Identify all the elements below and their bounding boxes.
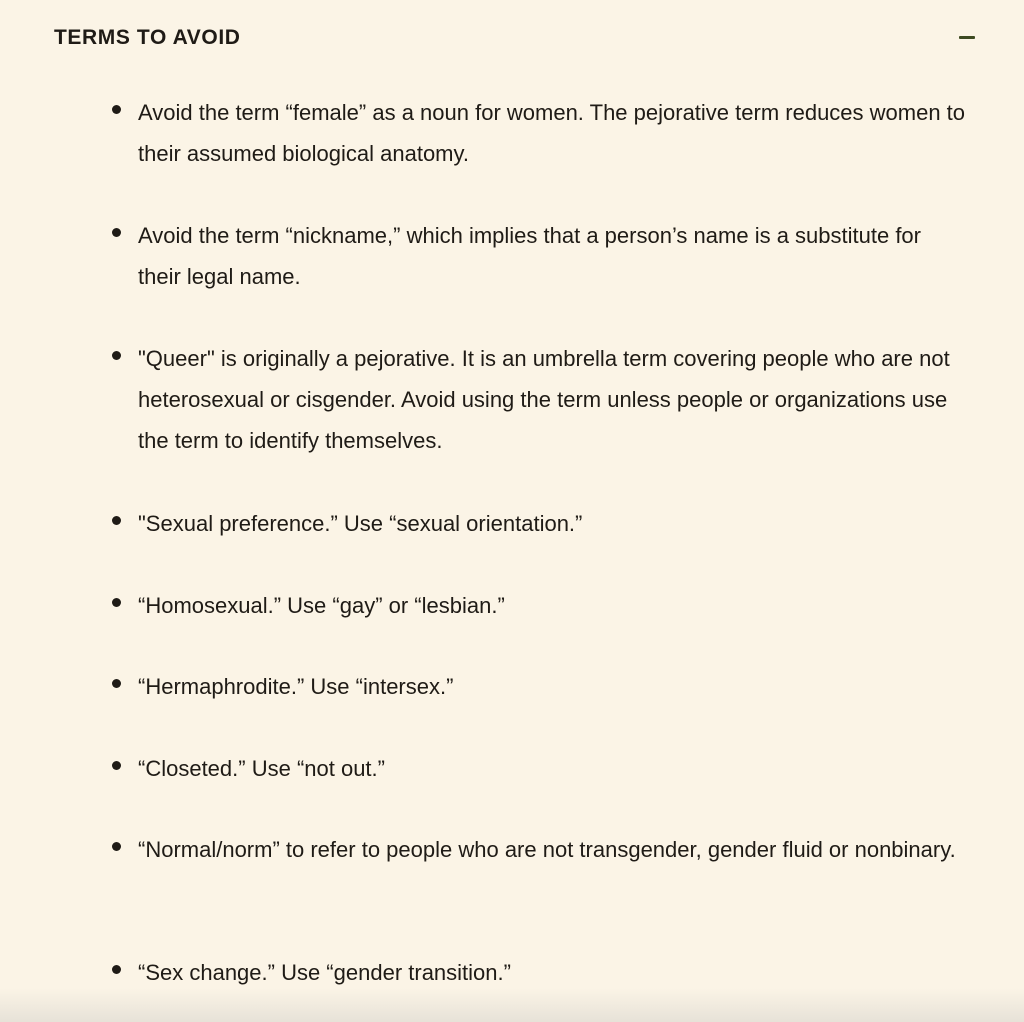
- bullet-icon: [112, 761, 121, 770]
- bullet-icon: [112, 105, 121, 114]
- bullet-icon: [112, 228, 121, 237]
- bullet-icon: [112, 351, 121, 360]
- list-item-text: Avoid the term “nickname,” which implies that a person’s name is a substitute for their legal name.: [138, 223, 921, 289]
- bullet-icon: [112, 598, 121, 607]
- list-item-text: Avoid the term “female” as a noun for women. The pejorative term reduces women to their assumed biological anatomy.: [138, 100, 966, 166]
- list-item-text: "Sexual preference.” Use “sexual orientation.”: [138, 511, 583, 536]
- bullet-icon: [112, 516, 121, 525]
- list-item-text: “Normal/norm” to refer to people who are not transgender, gender fluid or nonbinary.: [138, 837, 956, 862]
- accordion-title: TERMS TO AVOID: [54, 26, 241, 49]
- list-item-text: “Closeted.” Use “not out.”: [138, 756, 385, 781]
- list-item-text: “Sex change.” Use “gender transition.”: [138, 960, 511, 985]
- list-item-text: “Homosexual.” Use “gay” or “lesbian.”: [138, 593, 505, 618]
- bullet-icon: [112, 842, 121, 851]
- bullet-icon: [112, 965, 121, 974]
- list-item-text: “Hermaphrodite.” Use “intersex.”: [138, 674, 454, 699]
- bullet-icon: [112, 679, 121, 688]
- list-item-text: "Queer" is originally a pejorative. It is an umbrella term covering people who are not heterosexual or cisgender. Avoid using the term unless people or organizations use the term to identify themselves.: [138, 346, 950, 453]
